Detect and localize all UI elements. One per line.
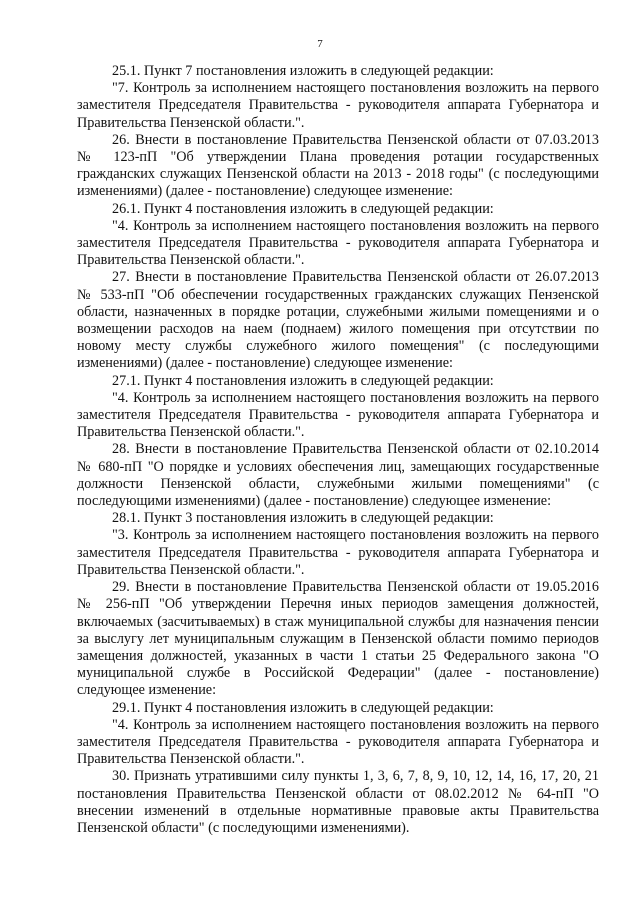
paragraph-27: 27. Внести в постановление Правительства Пензенской области от 26.07.2013 № 533-пП "Об обеспечении государственных гражданских служащих Пензенской области, назначенных в порядке ротации, служебными жилыми помещениями и о возмещении расходов на наем (поднаем) жилого помещения при отсутствии по новому месту службы служебного жилого помещения" (с последующими изменениями) (далее - постановление) следующее изменение:: [77, 269, 599, 372]
paragraph-26: 26. Внести в постановление Правительства Пензенской области от 07.03.2013 № 123-пП "Об утверждении Плана проведения ротации государственных гражданских служащих Пензенской области на 2013 - 2018 годы" (с последующими изменениями) (далее - постановление) следующее изменение:: [77, 131, 599, 200]
paragraph-28-1: 28.1. Пункт 3 постановления изложить в следующей редакции:: [112, 510, 494, 527]
paragraph-27-1-text: "4. Контроль за исполнением настоящего постановления возложить на первого заместителя Председателя Правительства - руководителя аппарата Губернатора и Правительства Пензенской области.".: [77, 389, 599, 441]
paragraph-25-1-text: "7. Контроль за исполнением настоящего постановления возложить на первого заместителя Председателя Правительства - руководителя аппарата Губернатора и Правительства Пензенской области.".: [77, 80, 599, 131]
paragraph-26-1-text: "4. Контроль за исполнением настоящего постановления возложить на первого заместителя Председателя Правительства - руководителя аппарата Губернатора и Правительства Пензенской области.".: [77, 217, 599, 269]
paragraph-28-1-text: "3. Контроль за исполнением настоящего постановления возложить на первого заместителя Председателя Правительства - руководителя аппарата Губернатора и Правительства Пензенской области.".: [77, 527, 599, 578]
paragraph-28: 28. Внести в постановление Правительства Пензенской области от 02.10.2014 № 680-пП "О порядке и условиях обеспечения лиц, замещающих государственные должности Пензенской области, служебными жилыми помещениями" (с последующими изменениями) (далее - постановление) следующее изменение:: [77, 441, 599, 510]
paragraph-26-1: 26.1. Пункт 4 постановления изложить в следующей редакции:: [112, 200, 494, 217]
document-body: [77, 63, 599, 837]
paragraph-30: 30. Признать утратившими силу пункты 1, 3, 6, 7, 8, 9, 10, 12, 14, 16, 17, 20, 21 постановления Правительства Пензенской области от 08.02.2012 № 64-пП "О внесении изменений в отдельные нормативные правовые акты Правительства Пензенской области" (с последующими изменениями).: [77, 768, 599, 836]
paragraph-27-1: 27.1. Пункт 4 постановления изложить в следующей редакции:: [112, 372, 494, 389]
page-number: 7: [317, 38, 323, 50]
paragraph-25-1: 25.1. Пункт 7 постановления изложить в следующей редакции:: [112, 63, 494, 79]
paragraph-29: 29. Внести в постановление Правительства Пензенской области от 19.05.2016 № 256-пП "Об утверждении Перечня иных периодов замещения должностей, включаемых (засчитываемых) в стаж муниципальной службы для назначения пенсии за выслугу лет муниципальным служащим в Пензенской области помимо периодов замещения должностей, указанных в части 1 статьи 25 Федерального закона "О муниципальной службе в Российской Федерации" (далее - постановление) следующее изменение:: [77, 579, 599, 699]
paragraph-29-1-text: "4. Контроль за исполнением настоящего постановления возложить на первого заместителя Председателя Правительства - руководителя аппарата Губернатора и Правительства Пензенской области.".: [77, 716, 599, 768]
paragraph-29-1: 29.1. Пункт 4 постановления изложить в следующей редакции:: [112, 699, 494, 716]
